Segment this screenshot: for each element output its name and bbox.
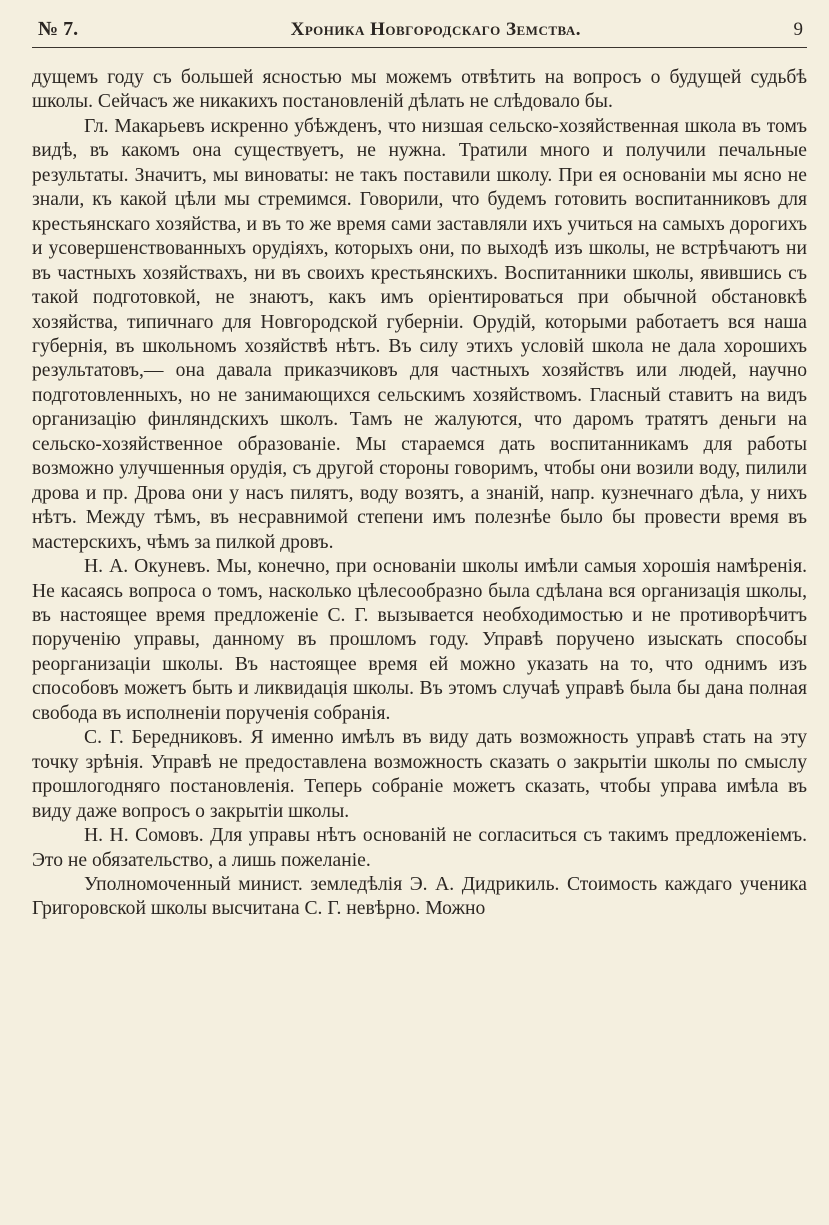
paragraph-somov: Н. Н. Сомовъ. Для управы нѣтъ основаній не согласиться съ такимъ предложеніемъ. Это не обязательство, а лишь пожеланіе. (32, 825, 807, 871)
page-header (32, 18, 807, 48)
paragraph-continuation: дущемъ году съ большей ясностью мы можемъ отвѣтить на вопросъ о будущей судьбѣ школы. Сейчасъ же никакихъ постановленій дѣлать не слѣдовало бы. (32, 67, 807, 113)
body-text (32, 66, 807, 922)
running-title: Хроника Новгородскаго Земства. (290, 19, 582, 40)
issue-number: № 7. (38, 18, 79, 40)
paragraph-didrikil: Уполномоченный минист. земледѣлія Э. А. Дидрикиль. Стоимость каждаго ученика Григоровской школы высчитана С. Г. невѣрно. Можно (32, 873, 807, 920)
page-number: 9 (793, 19, 803, 40)
paragraph-okunev: Н. А. Окуневъ. Мы, конечно, при основаніи школы имѣли самыя хорошія намѣренія. Не касаясь вопроса о томъ, насколько цѣлесообразно была сдѣлана вся организація школы, въ настоящее время предложеніе С. Г. вызывается необходимостью и не противорѣчитъ порученію управы, данному въ прошломъ году. Управѣ поручено изыскать способы реорганизаціи школы. Въ настоящее время ей можно указать на то, что однимъ изъ способовъ можетъ быть и ликвидація школы. Въ этомъ случаѣ управѣ была бы дана полная свобода въ исполненіи порученія собранія. (32, 556, 807, 724)
paragraph-berednikov: С. Г. Бередниковъ. Я именно имѣлъ въ виду дать возможность управѣ стать на эту точку зрѣнія. Управѣ не предоставлена возможность сказать о закрытіи школы по смыслу прошлогодняго постановленія. Теперь собраніе можетъ сказать, чтобы управа имѣла въ виду даже вопросъ о закрытіи школы. (32, 727, 807, 822)
paragraph-makaryev: Гл. Макарьевъ искренно убѣжденъ, что низшая сельско-хозяйственная школа въ томъ видѣ, въ какомъ она существуетъ, не нужна. Тратили много и получили печальные результаты. Значитъ, мы виноваты: не такъ поставили школу. При ея основаніи мы ясно не знали, къ какой цѣли мы стремимся. Говорили, что будемъ готовить воспитанниковъ для крестьянскаго хозяйства, и въ то же время сами заставляли ихъ учиться на самыхъ дорогихъ и усовершенствованныхъ орудіяхъ, которыхъ они, по выходѣ изъ школы, не встрѣчаютъ ни въ частныхъ хозяйствахъ, ни въ своихъ крестьянскихъ. Воспитанники школы, явившись съ такой подготовкой, не знаютъ, какъ имъ оріентироваться при обычной обстановкѣ хозяйства, типичнаго для Новгородской губерніи. Орудій, которыми работаетъ вся наша губернія, въ школьномъ хозяйствѣ нѣтъ. Въ силу этихъ условій школа не дала хорошихъ результатовъ,— она давала приказчиковъ для частныхъ хозяйствъ или людей, научно подготовленныхъ, но не занимающихся сельскимъ хозяйствомъ. Гласный ставитъ на видъ организацію финляндскихъ школъ. Тамъ не жалуются, что даромъ тратятъ деньги на сельско-хозяйственное образованіе. Мы стараемся дать воспитанникамъ для работы возможно улучшенныя орудія, съ другой стороны говоримъ, чтобы они возили воду, пилили дрова и пр. Дрова они у насъ пилятъ, воду возятъ, а знаній, напр. кузнечнаго дѣла, у нихъ нѣтъ. Между тѣмъ, въ несравнимой степени имъ полезнѣе было бы провести время въ мастерскихъ, чѣмъ за пилкой дровъ. (32, 115, 807, 553)
